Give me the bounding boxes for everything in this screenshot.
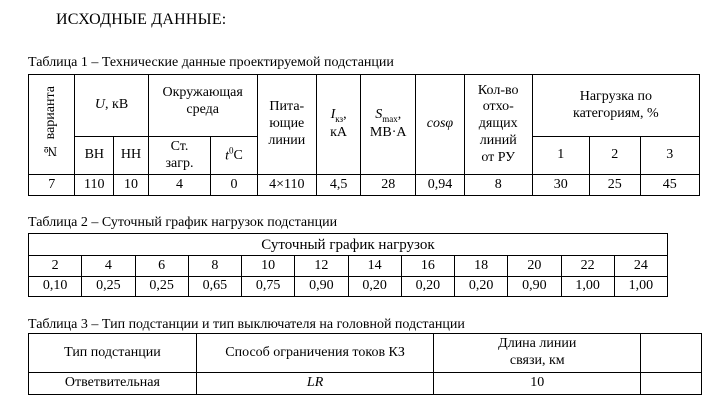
- cell-ikz: 4,5: [316, 175, 360, 196]
- load-value-cell: 1,00: [561, 277, 614, 297]
- page-heading: ИСХОДНЫЕ ДАННЫЕ:: [56, 11, 227, 28]
- hour-cell: 6: [135, 256, 188, 277]
- cell-extra: [641, 373, 702, 395]
- load-value-cell: 0,65: [188, 277, 241, 297]
- load-value-cell: 0,20: [401, 277, 454, 297]
- outgoing-lines-header: Кол-во отхо- дящих линий от РУ: [464, 75, 532, 175]
- hour-cell: 18: [455, 256, 508, 277]
- cell-cosphi: 0,94: [416, 175, 465, 196]
- table-row: [29, 373, 702, 395]
- table2-title: Суточный график нагрузок: [29, 234, 668, 256]
- load-value-cell: 0,20: [455, 277, 508, 297]
- cosphi-header: cosφ: [416, 75, 465, 175]
- table-row: [29, 175, 700, 196]
- load-value-cell: 0,25: [82, 277, 135, 297]
- cell-method: LR: [196, 373, 434, 395]
- cell-temperature: 0: [211, 175, 257, 196]
- hour-cell: 22: [561, 256, 614, 277]
- load-value-cell: 0,75: [242, 277, 295, 297]
- load-value-cell: 0,20: [348, 277, 401, 297]
- limit-method-header: Способ ограничения токов КЗ: [196, 334, 434, 373]
- cell-type: Ответвительная: [29, 373, 197, 395]
- cell-nn: 10: [114, 175, 149, 196]
- load-categories-header: Нагрузка по категориям, %: [532, 75, 699, 137]
- extra-header: [641, 334, 702, 373]
- load-value-cell: 0,10: [29, 277, 82, 297]
- values-row: [29, 277, 668, 297]
- vn-header: ВН: [75, 137, 114, 175]
- hour-cell: 4: [82, 256, 135, 277]
- hour-cell: 10: [242, 256, 295, 277]
- hour-cell: 8: [188, 256, 241, 277]
- st-zagr-header: Ст. загр.: [148, 137, 211, 175]
- cell-smax: 28: [361, 175, 416, 196]
- load-value-cell: 0,90: [508, 277, 561, 297]
- cell-length: 10: [434, 373, 641, 395]
- table3: [28, 333, 702, 395]
- load-value-cell: 1,00: [614, 277, 667, 297]
- hour-cell: 20: [508, 256, 561, 277]
- environment-header: Окружающая среда: [148, 75, 257, 137]
- voltage-header: U, кВ: [75, 75, 148, 137]
- hour-cell: 16: [401, 256, 454, 277]
- variant-header: № варианта: [29, 75, 75, 175]
- cell-vn: 110: [75, 175, 114, 196]
- table2: [28, 233, 668, 297]
- cell-outgoing: 8: [464, 175, 532, 196]
- line-length-header: Длина линии связи, км: [434, 334, 641, 373]
- nn-header: НН: [114, 137, 149, 175]
- cell-variant: 7: [29, 175, 75, 196]
- substation-type-header: Тип подстанции: [29, 334, 197, 373]
- cell-cat1: 30: [532, 175, 589, 196]
- table1-caption: Таблица 1 – Технические данные проектируемой подстанции: [28, 55, 394, 70]
- temperature-header: $t^0С$: [211, 137, 257, 175]
- hour-cell: 14: [348, 256, 401, 277]
- table1: [28, 74, 700, 196]
- table3-caption: Таблица 3 – Тип подстанции и тип выключателя на головной подстанции: [28, 317, 465, 332]
- cell-supply: 4×110: [257, 175, 316, 196]
- cat1-header: 1: [532, 137, 589, 175]
- hour-cell: 12: [295, 256, 348, 277]
- load-value-cell: 0,25: [135, 277, 188, 297]
- cell-cat3: 45: [640, 175, 699, 196]
- cell-cat2: 25: [589, 175, 640, 196]
- ikz-header: $I_{кз}$, кА: [316, 75, 360, 175]
- hour-cell: 24: [614, 256, 667, 277]
- table2-caption: Таблица 2 – Суточный график нагрузок подстанции: [28, 215, 338, 230]
- cell-st-zagr: 4: [148, 175, 211, 196]
- cat2-header: 2: [589, 137, 640, 175]
- smax-header: $S_{max}$, МВ·А: [361, 75, 416, 175]
- supply-lines-header: Пита- ющие линии: [257, 75, 316, 175]
- hour-cell: 2: [29, 256, 82, 277]
- hours-row: [29, 256, 668, 277]
- cat3-header: 3: [640, 137, 699, 175]
- load-value-cell: 0,90: [295, 277, 348, 297]
